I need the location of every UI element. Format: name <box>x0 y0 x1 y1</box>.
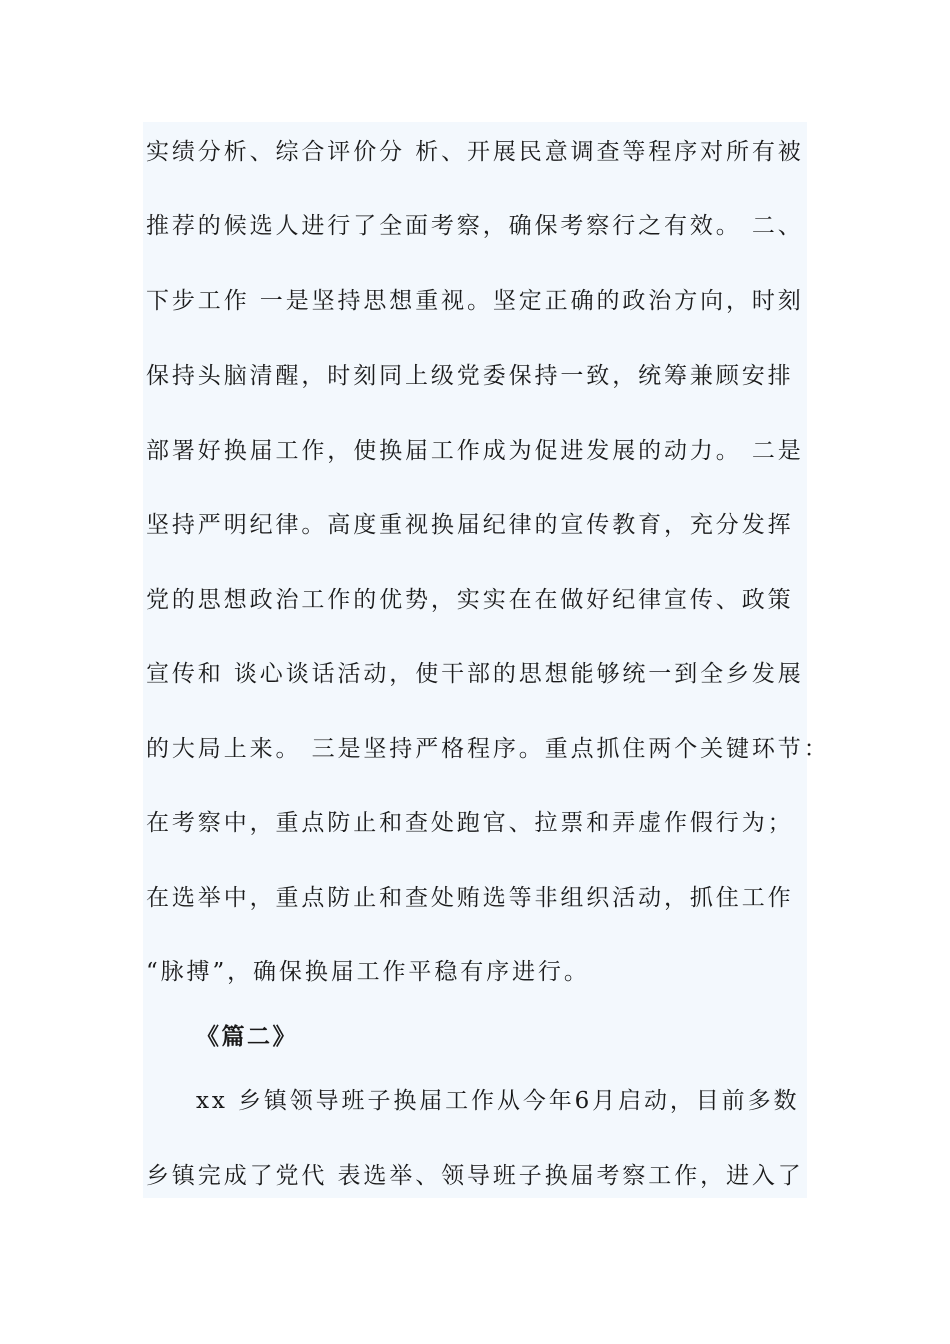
paragraph-line: 党的思想政治工作的优势，实实在在做好纪律宣传、政策 <box>146 587 794 613</box>
paragraph-line: 在选举中，重点防止和查处贿选等非组织活动，抓住工作 <box>146 885 794 911</box>
section-heading: 《篇二》 <box>196 1023 298 1050</box>
paragraph-line: xx 乡镇领导班子换届工作从今年6月启动，目前多数 <box>196 1088 800 1114</box>
paragraph-line: 实绩分析、综合评价分 析、开展民意调查等程序对所有被 <box>146 139 804 165</box>
paragraph-line: 下步工作 一是坚持思想重视。坚定正确的政治方向，时刻 <box>146 288 804 314</box>
paragraph-line: 部署好换届工作，使换届工作成为促进发展的动力。 二是 <box>146 438 804 464</box>
paragraph-line: 保持头脑清醒，时刻同上级党委保持一致，统筹兼顾安排 <box>146 363 794 389</box>
paragraph-line: 坚持严明纪律。高度重视换届纪律的宣传教育，充分发挥 <box>146 512 794 538</box>
paragraph-line: 的大局上来。 三是坚持严格程序。重点抓住两个关键环节： <box>146 736 830 762</box>
paragraph-line: “脉搏”，确保换届工作平稳有序进行。 <box>146 959 590 985</box>
paragraph-line: 推荐的候选人进行了全面考察，确保考察行之有效。 二、 <box>146 213 804 239</box>
paragraph-line: 乡镇完成了党代 表选举、领导班子换届考察工作，进入了 <box>146 1163 804 1189</box>
paragraph-line: 宣传和 谈心谈话活动，使干部的思想能够统一到全乡发展 <box>146 661 804 687</box>
paragraph-line: 在考察中，重点防止和查处跑官、拉票和弄虚作假行为； <box>146 810 794 836</box>
